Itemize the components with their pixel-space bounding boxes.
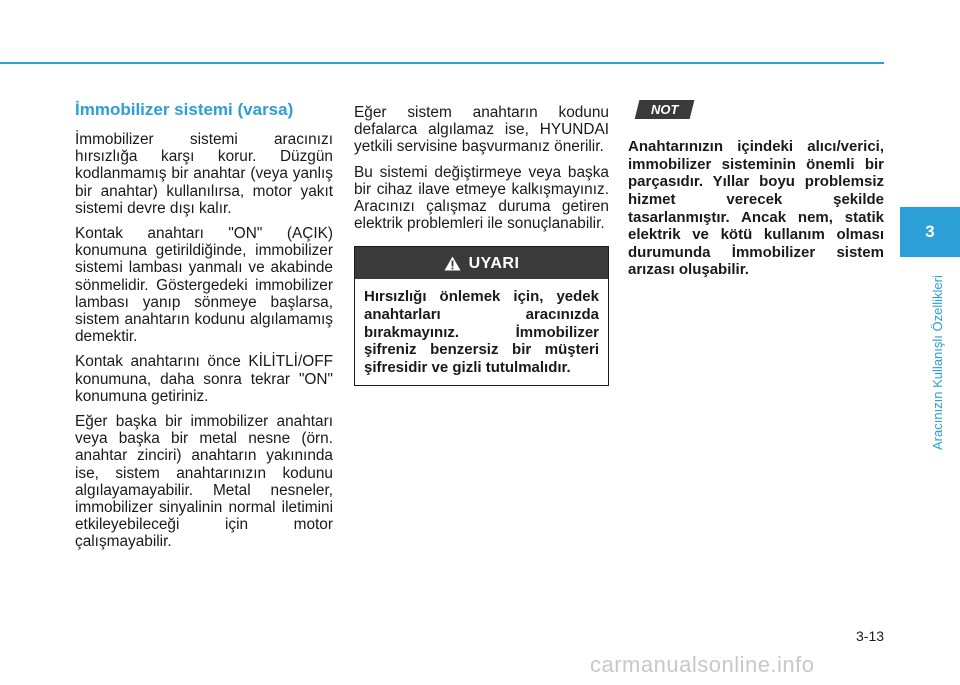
paragraph: Eğer sistem anahtarın kodunu defalarca algılamaz ise, HYUNDAI yetkili servisine başvurmanız önerilir. bbox=[354, 104, 609, 156]
paragraph: Kontak anahtarını önce KİLİTLİ/OFF konumuna, daha sonra tekrar "ON" konumuna getiriniz. bbox=[75, 353, 333, 405]
paragraph: Bu sistemi değiştirmeye veya başka bir cihaz ilave etmeye kalkışmayınız. Aracınızı çalışmaz duruma getiren elektrik problemleri ile sonuçlanabilir. bbox=[354, 163, 609, 233]
page-number: 3-13 bbox=[856, 628, 885, 644]
section-title: İmmobilizer sistemi (varsa) bbox=[75, 100, 294, 119]
watermark: carmanualsonline.info bbox=[590, 652, 815, 677]
paragraph: Eğer başka bir immobilizer anahtarı veya başka bir metal nesne (örn. anahtar zinciri) anahtarın yakınında ise, sistem anahtarınızın kodunu algılayamayabilir. Metal nesneler, immobilizer sinyalinin normal iletimini etkileyebileceği için motor çalışmayabilir. bbox=[75, 413, 333, 551]
warning-text: Hırsızlığı önlemek için, yedek anahtarları aracınızda bırakmayınız. İmmobilizer şifreniz benzersiz bir müşteri şifresidir ve gizli tutulmalıdır. bbox=[364, 288, 599, 376]
chapter-title: Aracınızın Kullanışlı Özellikleri bbox=[930, 275, 945, 450]
paragraph: Kontak anahtarı "ON" (AÇIK) konumuna getirildiğinde, immobilizer sistemi lambası yanmalı ve akabinde sönmelidir. Göstergedeki immobilizer lambası yanıp sönmeye başlarsa, sistem anahtarın kodunu algılamamış demektir. bbox=[75, 225, 333, 346]
header-rule bbox=[0, 62, 884, 64]
paragraph: İmmobilizer sistemi aracınızı hırsızlığa karşı korur. Düzgün kodlanmamış bir anahtar (veya yanlış bir anahtar) kullanılırsa, motor yakıt sistemi devre dışı kalır. bbox=[75, 131, 333, 217]
note-badge bbox=[635, 100, 695, 119]
note-text: Anahtarınızın içindeki alıcı/verici, immobilizer sisteminin önemli bir parçasıdır. Yıllar boyu problemsiz hizmet verecek şekilde tasarlanmıştır. Ancak nem, statik elektrik ve kötü kullanım olması durumunda İmmobilizer sistem arızası oluşabilir. bbox=[628, 138, 884, 279]
note-label: NOT bbox=[651, 102, 679, 117]
warning-triangle-icon bbox=[444, 256, 461, 271]
column-left bbox=[75, 100, 333, 559]
warning-header bbox=[355, 247, 608, 279]
warning-label: UYARI bbox=[468, 254, 520, 272]
column-middle bbox=[354, 104, 609, 386]
chapter-tab: 3 bbox=[900, 207, 960, 257]
column-right bbox=[628, 100, 884, 279]
warning-box bbox=[354, 246, 609, 386]
